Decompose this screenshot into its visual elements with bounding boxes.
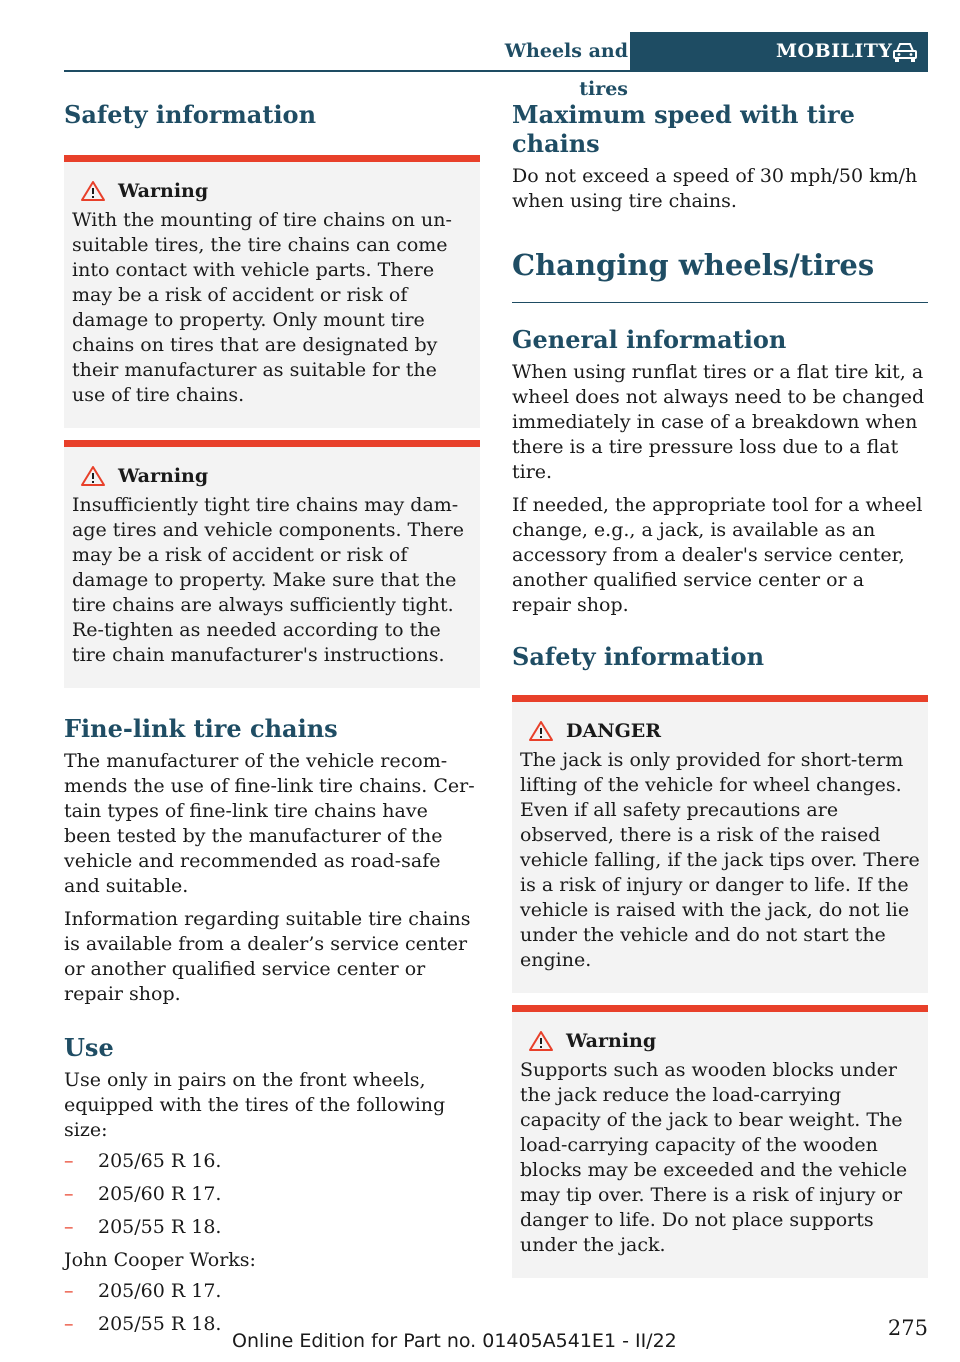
jcw-size-list: [64, 1279, 480, 1337]
danger-title: [520, 720, 920, 742]
warning-box: [64, 440, 480, 688]
dash-mark: –: [64, 1313, 74, 1335]
warning-triangle-icon: [528, 1030, 554, 1052]
fine-link-heading: Fine-link tire chains: [64, 714, 338, 743]
list-item-text: 205/65 R 16.: [98, 1150, 222, 1172]
warning-text: Insufficiently tight tire chains may damage tires and vehicle components. There may be a risk of accident or risk of damage to property. Make sure that the tire chains are always sufficiently tight. Re-tighten as needed according to the tire chain manufacturer's instructions.: [72, 494, 465, 666]
right-column: [512, 100, 928, 1278]
warning-title: [520, 1030, 920, 1052]
header-chapter-label: MOBILITY: [776, 40, 893, 62]
list-item: [64, 1149, 480, 1174]
dash-mark: –: [64, 1150, 74, 1172]
fine-link-paragraph: Information regarding suitable tire chains is available from a dealer’s service center or another qualified service center or repair shop.: [64, 908, 471, 1005]
general-heading: General information: [512, 325, 787, 354]
dash-mark: –: [64, 1216, 74, 1238]
warning-title-text: Warning: [566, 1030, 657, 1052]
edition-line: Online Edition for Part no. 01405A541E1 - II/22: [232, 1330, 677, 1352]
car-icon: [892, 41, 918, 63]
jcw-label: John Cooper Works:: [64, 1249, 256, 1271]
general-paragraph: If needed, the appropriate tool for a wheel change, e.g., a jack, is available as an accessory from a dealer's service center, another qualified service center or a repair shop.: [512, 494, 923, 616]
warning-title: [72, 465, 472, 487]
max-speed-heading: Maximum speed with tire chains: [512, 100, 855, 158]
fine-link-paragraph: The manufacturer of the vehicle recommends the use of fine-link tire chains. Certain types of fine-link tire chains have been tested by the manufacturer of the vehicle and recommended as road-safe and suitable.: [64, 750, 475, 897]
warning-triangle-icon: [528, 720, 554, 742]
danger-box: [512, 695, 928, 993]
dash-mark: –: [64, 1280, 74, 1302]
max-speed-paragraph: Do not exceed a speed of 30 mph/50 km/h when using tire chains.: [512, 165, 918, 212]
list-item: [64, 1182, 480, 1207]
changing-heading: Changing wheels/tires: [512, 248, 875, 282]
danger-title-text: DANGER: [566, 720, 662, 742]
header-chapter-tab: [630, 32, 928, 72]
tire-size-list: [64, 1149, 480, 1240]
warning-text: With the mounting of tire chains on unsuitable tires, the tire chains can come into contact with vehicle parts. There may be a risk of accident or risk of damage to property. Only mount tire chains on tires that are designated by their manufacturer as suitable for the use of tire chains.: [72, 209, 452, 406]
warning-box: [512, 1005, 928, 1278]
warning-triangle-icon: [80, 465, 106, 487]
danger-text: The jack is only provided for short-term lifting of the vehicle for wheel changes. Even if all safety precautions are observed, there is a risk of the raised vehicle falling, if the jack tips over. There is a risk of injury or danger to life. If the vehicle is raised with the jack, do not lie under the vehicle and do not start the engine.: [520, 749, 920, 971]
list-item: [64, 1279, 480, 1304]
use-heading: Use: [64, 1033, 114, 1062]
list-item: [64, 1215, 480, 1240]
warning-triangle-icon: [80, 180, 106, 202]
warning-title-text: Warning: [118, 180, 209, 202]
header-rule: [64, 70, 928, 72]
list-item-text: 205/55 R 18.: [98, 1216, 222, 1238]
page-number: 275: [887, 1316, 928, 1340]
safety-heading: Safety information: [64, 100, 317, 129]
use-paragraph: Use only in pairs on the front wheels, equipped with the tires of the following size:: [64, 1069, 446, 1141]
safety-heading: Safety information: [512, 642, 765, 671]
warning-title: [72, 180, 472, 202]
general-paragraph: When using runflat tires or a flat tire kit, a wheel does not always need to be changed immediately in case of a breakdown when there is a tire pressure loss due to a flat tire.: [512, 361, 925, 483]
warning-text: Supports such as wooden blocks under the jack reduce the load-carrying capacity of the jack to bear weight. The load-carrying capacity of the wooden blocks may be exceeded and the vehicle may tip over. There is a risk of injury or danger to life. Do not place supports under the jack.: [520, 1059, 908, 1256]
header-section-title: Wheels and tires: [504, 40, 628, 100]
dash-mark: –: [64, 1183, 74, 1205]
list-item-text: 205/60 R 17.: [98, 1183, 222, 1205]
section-rule: [512, 302, 928, 303]
list-item-text: 205/55 R 18.: [98, 1313, 222, 1335]
warning-box: [64, 155, 480, 428]
warning-title-text: Warning: [118, 465, 209, 487]
page-header: [64, 32, 928, 100]
left-column: [64, 100, 480, 1345]
list-item-text: 205/60 R 17.: [98, 1280, 222, 1302]
